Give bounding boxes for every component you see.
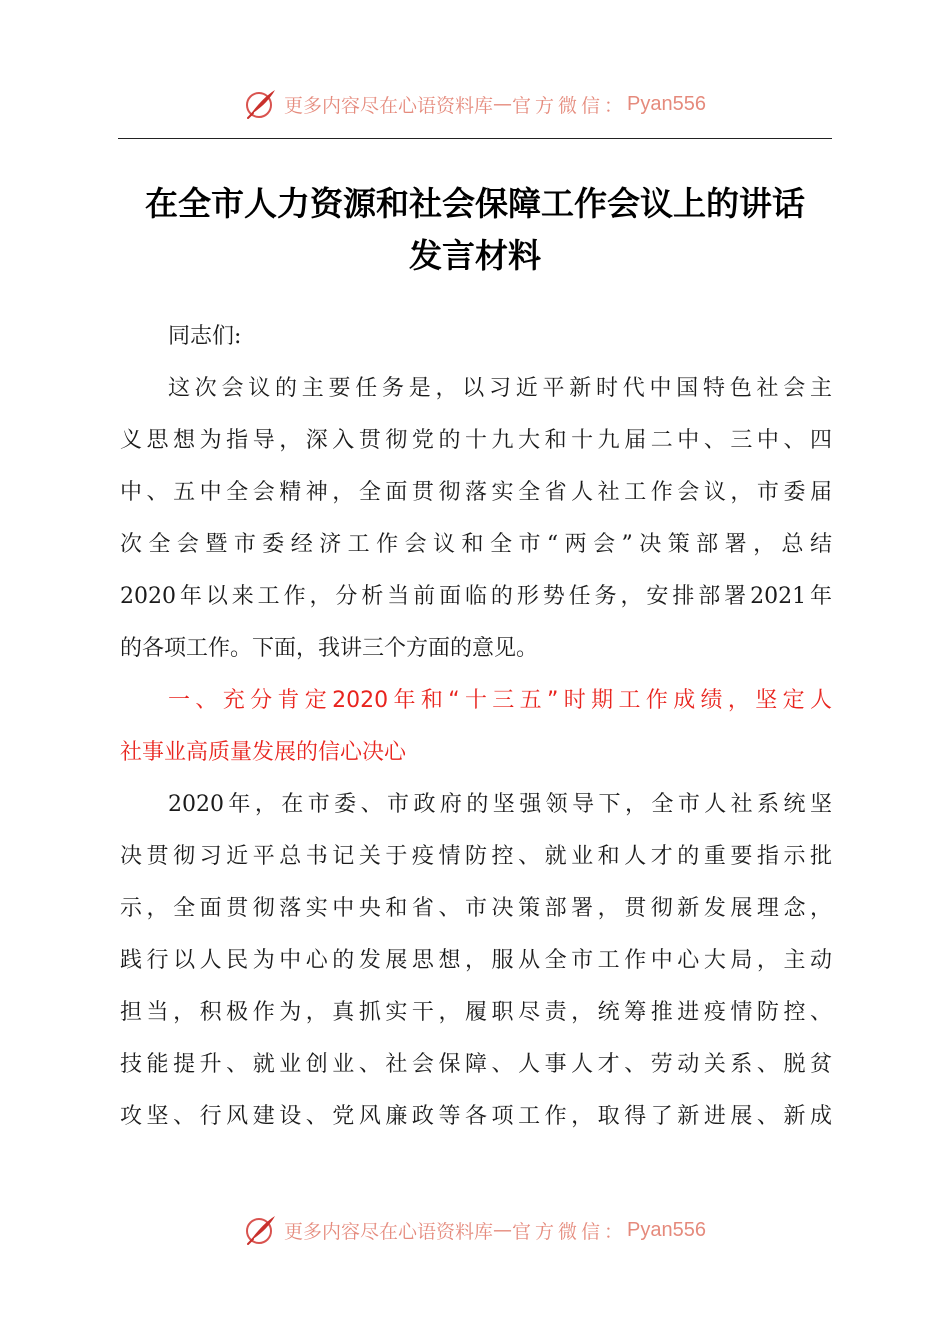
paragraph-1-line: 中、五中全会精神，全面贯彻落实全省人社工作会议，市委届	[120, 480, 832, 505]
paragraph-2-line: 践行以人民为中心的发展思想，服从全市工作中心大局，主动	[120, 948, 832, 973]
watermark-dash: —	[493, 1219, 513, 1241]
section-heading-line: 一、充分肯定2020年和“十三五”时期工作成绩，坚定人	[168, 688, 832, 713]
paragraph-1-line: 这次会议的主要任务是，以习近平新时代中国特色社会主	[168, 376, 832, 401]
salutation: 同志们:	[168, 324, 242, 349]
title-line-2: 发言材料	[409, 236, 541, 275]
paragraph-1-line: 义思想为指导，深入贯彻党的十九大和十九届二中、三中、四	[120, 428, 832, 453]
section-heading-line: 社事业高质量发展的信心决心	[120, 740, 407, 765]
watermark-dash: —	[493, 93, 513, 115]
watermark-wechat-id: Pyan556	[627, 92, 706, 115]
paragraph-1-line: 次全会暨市委经济工作会议和全市“两会”决策部署，总结	[120, 532, 832, 557]
watermark-header	[0, 84, 950, 124]
watermark-footer	[0, 1210, 950, 1250]
header-divider	[118, 138, 832, 139]
paragraph-1-line: 的各项工作。下面，我讲三个方面的意见。	[120, 636, 539, 661]
paragraph-2-line: 攻坚、行风建设、党风廉政等各项工作，取得了新进展、新成	[120, 1104, 832, 1129]
paragraph-1-line: 2020年以来工作，分析当前面临的形势任务，安排部署2021年	[120, 584, 832, 609]
document-body	[120, 311, 832, 1143]
paragraph-2-line: 技能提升、就业创业、社会保障、人事人才、劳动关系、脱贫	[120, 1052, 832, 1077]
watermark-official-label: 官方微信：	[512, 94, 628, 117]
paragraph-2-line: 2020年，在市委、市政府的坚强领导下，全市人社系统坚	[168, 792, 832, 817]
title-line-1: 在全市人力资源和社会保障工作会议上的讲话	[145, 184, 805, 223]
watermark-brand: 更多内容尽在心语资料库	[284, 1220, 494, 1243]
paragraph-2-line: 示，全面贯彻落实中央和省、市决策部署，贯彻新发展理念，	[120, 896, 832, 921]
document-title	[110, 178, 840, 282]
paragraph-2-line: 决贯彻习近平总书记关于疫情防控、就业和人才的重要指示批	[120, 844, 832, 869]
quill-logo-icon	[244, 1213, 278, 1247]
paragraph-2-line: 担当，积极作为，真抓实干，履职尽责，统筹推进疫情防控、	[120, 1000, 832, 1025]
watermark-official-label: 官方微信：	[512, 1220, 628, 1243]
watermark-brand: 更多内容尽在心语资料库	[284, 94, 494, 117]
quill-logo-icon	[244, 87, 278, 121]
watermark-wechat-id: Pyan556	[627, 1218, 706, 1241]
